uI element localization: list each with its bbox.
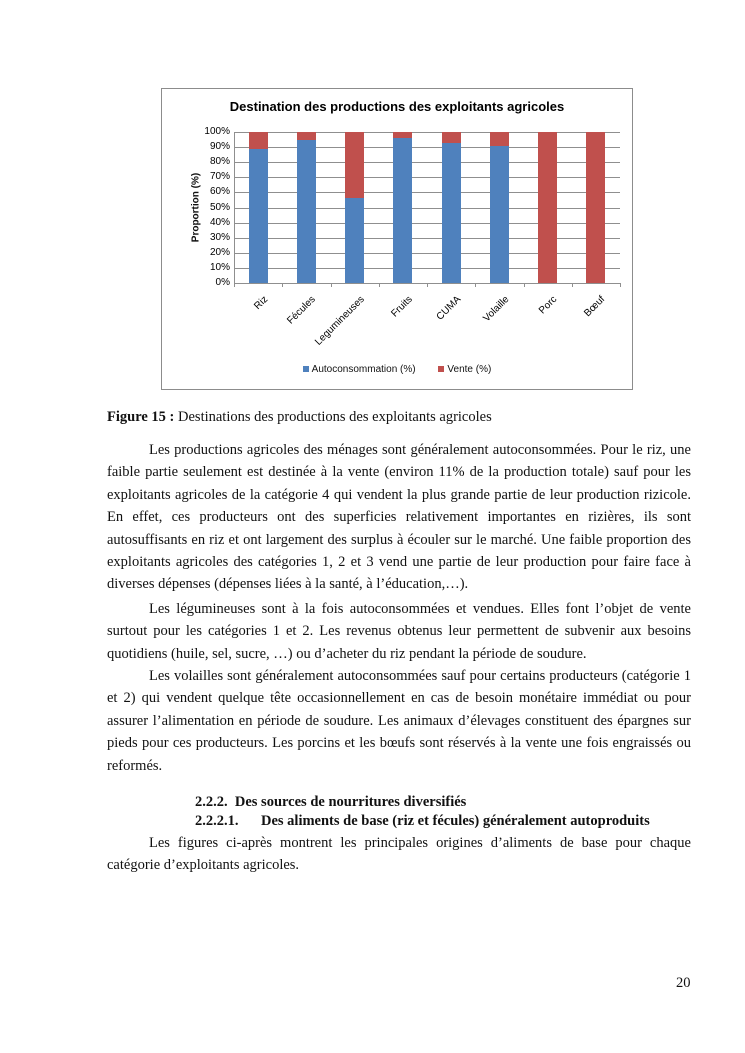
gridline [234,223,620,224]
bar-cuma [442,132,461,283]
legend [162,364,632,375]
bar-segment [490,132,509,146]
caption-text: Destinations des productions des exploitants agricoles [174,409,492,425]
gridline [234,192,620,193]
gridline [234,238,620,239]
bar-bœuf [586,132,605,283]
y-tick-label: 10% [209,261,230,273]
bar-fécules [297,132,316,283]
x-tick-mark [282,283,283,287]
y-tick-label: 70% [209,171,230,183]
gridline [234,208,620,209]
y-tick-label: 60% [209,186,230,198]
y-tick-label: 40% [209,216,230,228]
y-tick-label: 0% [215,277,230,288]
x-tick-mark [234,283,235,287]
bar-segment [490,146,509,283]
subsection-heading: 2.2.2.1. Des aliments de base (riz et fécules) généralement autoproduits [195,813,650,829]
plot-area [190,126,620,348]
bar-segment [442,143,461,283]
x-tick-mark [331,283,332,287]
section-heading: 2.2.2. Des sources de nourritures diversifiés [195,794,467,810]
bar-segment [442,132,461,143]
y-tick-label: 90% [209,141,230,153]
bar-segment [393,138,412,283]
y-tick-label: 100% [204,126,230,137]
x-tick-mark [427,283,428,287]
x-tick-label: Volaille [480,294,512,325]
paragraph-3: Les volailles sont généralement autoconsommées sauf pour certains producteurs (catégorie 1 et 2) qui vendent quelque tête occasionnellement en cas de besoin monétaire immédiat ou pour assurer l’alimentation en période de soudure. Les animaux d’élevages constituent des épargnes sur pieds pour ces producteurs. Les porcins et les bœufs sont réservés à la vente une fois engraissés ou reformés. [107,668,691,774]
bar-legumineuses [345,132,364,283]
y-axis-label: Proportion (%) [190,172,202,243]
legend-item-autoconsommation: Autoconsommation (%) [303,364,416,375]
gridline [234,268,620,269]
bar-fruits [393,132,412,283]
gridline [234,177,620,178]
figure-caption [107,409,492,426]
x-tick-label: Bœuf [582,294,608,320]
gridline [234,162,620,163]
paragraph-2: Les légumineuses sont à la fois autoconsommées et vendues. Elles font l’objet de vente surtout pour les catégories 1 et 2. Les revenus obtenus leur permettent de subvenir aux besoins quotidiens (huile, sel, sucre, …) ou d’acheter du riz pendant la période de soudure. [107,601,691,662]
x-tick-mark [379,283,380,287]
bar-segment [249,132,268,149]
x-tick-mark [620,283,621,287]
page-number: 20 [676,975,691,991]
bar-segment [297,132,316,140]
legend-item-vente: Vente (%) [438,364,491,375]
paragraph-1: Les productions agricoles des ménages sont généralement autoconsommées. Pour le riz, une faible partie seulement est destinée à la vente (environ 11% de la production totale) sauf pour les exploitants agricoles de la catégorie 4 qui vendent la plus grande partie de leur production rizicole. En effet, ces producteurs ont des superficies relativement importantes en rizières, ils sont autosuffisants en riz et ont largement des surplus à écouler sur le marché. Une faible proportion des exploitants agricoles des catégories 1, 2 et 3 vend une partie de leur production pour faire face à diverses dépenses (dépenses liées à la santé, à l’éducation,…). [107,442,691,593]
x-tick-mark [572,283,573,287]
x-tick-mark [475,283,476,287]
y-tick-label: 30% [209,231,230,243]
y-tick-label: 50% [209,201,230,213]
x-tick-label: Fécules [285,294,319,327]
x-tick-label: CUMA [434,294,463,323]
y-tick-label: 20% [209,246,230,258]
bar-riz [249,132,268,283]
paragraph-4: Les figures ci-après montrent les principales origines d’aliments de base pour chaque catégorie d’exploitants agricoles. [107,835,691,874]
bar-segment [538,132,557,283]
x-tick-label: Riz [251,294,270,312]
bar-segment [586,132,605,283]
legend-swatch-blue [303,366,309,372]
bar-segment [345,198,364,283]
gridline [234,253,620,254]
bar-porc [538,132,557,283]
chart-title: Destination des productions des exploitants agricoles [229,99,565,114]
bar-segment [297,140,316,283]
chart-figure [161,88,633,390]
x-tick-label: Fruits [389,294,415,320]
y-tick-label: 80% [209,156,230,168]
x-tick-label: Porc [537,294,560,317]
bar-segment [393,132,412,138]
bar-volaille [490,132,509,283]
bar-segment [249,149,268,283]
bar-segment [345,132,364,198]
gridline [234,147,620,148]
x-tick-mark [524,283,525,287]
caption-label: Figure 15 : [107,409,175,425]
x-tick-label: Legumineuses [312,294,367,348]
legend-swatch-red [438,366,444,372]
gridline [234,132,620,133]
